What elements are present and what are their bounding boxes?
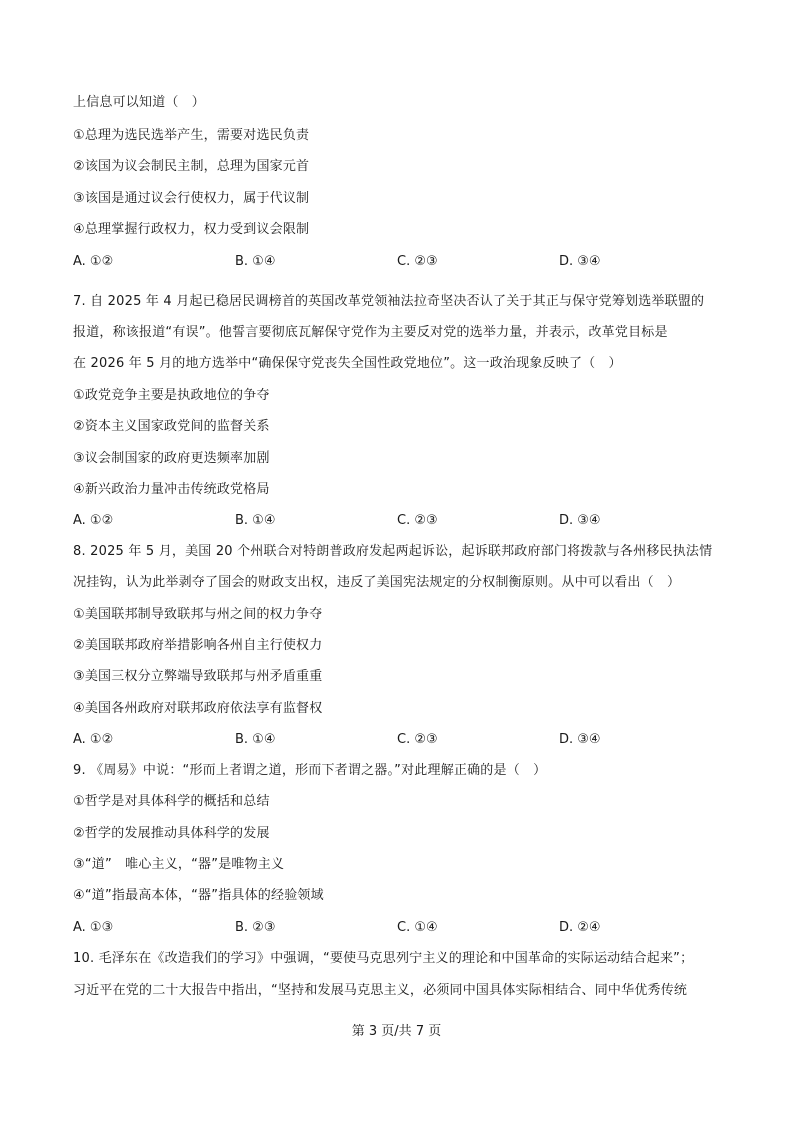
- statement-item: ③“道” 唯心主义，“器”是唯物主义: [73, 857, 285, 872]
- question-8-stem-line: 况挂钩，认为此举剥夺了国会的财政支出权，违反了美国宪法规定的分权制衡原则。从中可以看出（ ）: [73, 575, 681, 590]
- statement-item: ②哲学的发展推动具体科学的发展: [73, 826, 270, 841]
- option-a: A. ①②: [73, 513, 114, 528]
- statement-item: ②美国联邦政府举措影响各州自主行使权力: [73, 638, 323, 653]
- statement-item: ③议会制国家的政府更迭频率加剧: [73, 451, 270, 466]
- statement-item: ②该国为议会制民主制，总理为国家元首: [73, 159, 310, 174]
- question-stem-line: 上信息可以知道（ ）: [73, 95, 206, 110]
- statement-item: ③该国是通过议会行使权力，属于代议制: [73, 191, 310, 206]
- option-c: C. ②③: [397, 254, 438, 269]
- statement-item: ③美国三权分立弊端导致联邦与州矛盾重重: [73, 669, 323, 684]
- question-7-stem-line: 报道，称该报道“有误”。他誓言要彻底瓦解保守党作为主要反对党的选举力量，并表示，改革党目标是: [73, 325, 668, 340]
- statement-item: ①政党竞争主要是执政地位的争夺: [73, 388, 270, 403]
- option-b: B. ①④: [235, 513, 276, 528]
- option-c: C. ②③: [397, 732, 438, 747]
- statement-item: ④“道”指最高本体，“器”指具体的经验领域: [73, 888, 324, 903]
- option-a: A. ①②: [73, 254, 114, 269]
- question-10-stem-line: 习近平在党的二十大报告中指出，“坚持和发展马克思主义，必须同中国具体实际相结合、同中华优秀传统: [73, 983, 688, 998]
- option-a: A. ①③: [73, 920, 114, 935]
- page-footer: 第 3 页/共 7 页: [351, 1024, 442, 1039]
- answer-options: [73, 730, 733, 750]
- statement-item: ①美国联邦制导致联邦与州之间的权力争夺: [73, 607, 323, 622]
- question-9-stem-line: 9. 《周易》中说：“形而上者谓之道，形而下者谓之器。”对此理解正确的是（ ）: [73, 763, 547, 778]
- option-d: D. ③④: [559, 513, 601, 528]
- option-b: B. ②③: [235, 920, 276, 935]
- option-b: B. ①④: [235, 732, 276, 747]
- statement-item: ①总理为选民选举产生，需要对选民负责: [73, 128, 310, 143]
- option-b: B. ①④: [235, 254, 276, 269]
- option-d: D. ③④: [559, 254, 601, 269]
- question-7-stem-line: 7. 自 2025 年 4 月起已稳居民调榜首的英国改革党领袖法拉奇坚决否认了关于其正与保守党筹划选举联盟的: [73, 294, 705, 309]
- option-a: A. ①②: [73, 732, 114, 747]
- question-8-stem-line: 8. 2025 年 5 月，美国 20 个州联合对特朗普政府发起两起诉讼，起诉联邦政府部门将拨款与各州移民执法情: [73, 544, 713, 559]
- statement-item: ④总理掌握行政权力，权力受到议会限制: [73, 222, 310, 237]
- question-10-stem-line: 10. 毛泽东在《改造我们的学习》中强调，“要使马克思列宁主义的理论和中国革命的实际运动结合起来”；: [73, 951, 694, 966]
- option-d: D. ②④: [559, 920, 601, 935]
- option-d: D. ③④: [559, 732, 601, 747]
- option-c: C. ②③: [397, 513, 438, 528]
- question-7-stem-line: 在 2026 年 5 月的地方选举中“确保保守党丧失全国性政党地位”。这一政治现象反映了（ ）: [73, 356, 622, 371]
- answer-options: [73, 252, 733, 272]
- answer-options: [73, 511, 733, 531]
- statement-item: ④美国各州政府对联邦政府依法享有监督权: [73, 701, 323, 716]
- statement-item: ④新兴政治力量冲击传统政党格局: [73, 482, 270, 497]
- statement-item: ②资本主义国家政党间的监督关系: [73, 419, 270, 434]
- answer-options: [73, 918, 733, 938]
- option-c: C. ①④: [397, 920, 438, 935]
- statement-item: ①哲学是对具体科学的概括和总结: [73, 794, 270, 809]
